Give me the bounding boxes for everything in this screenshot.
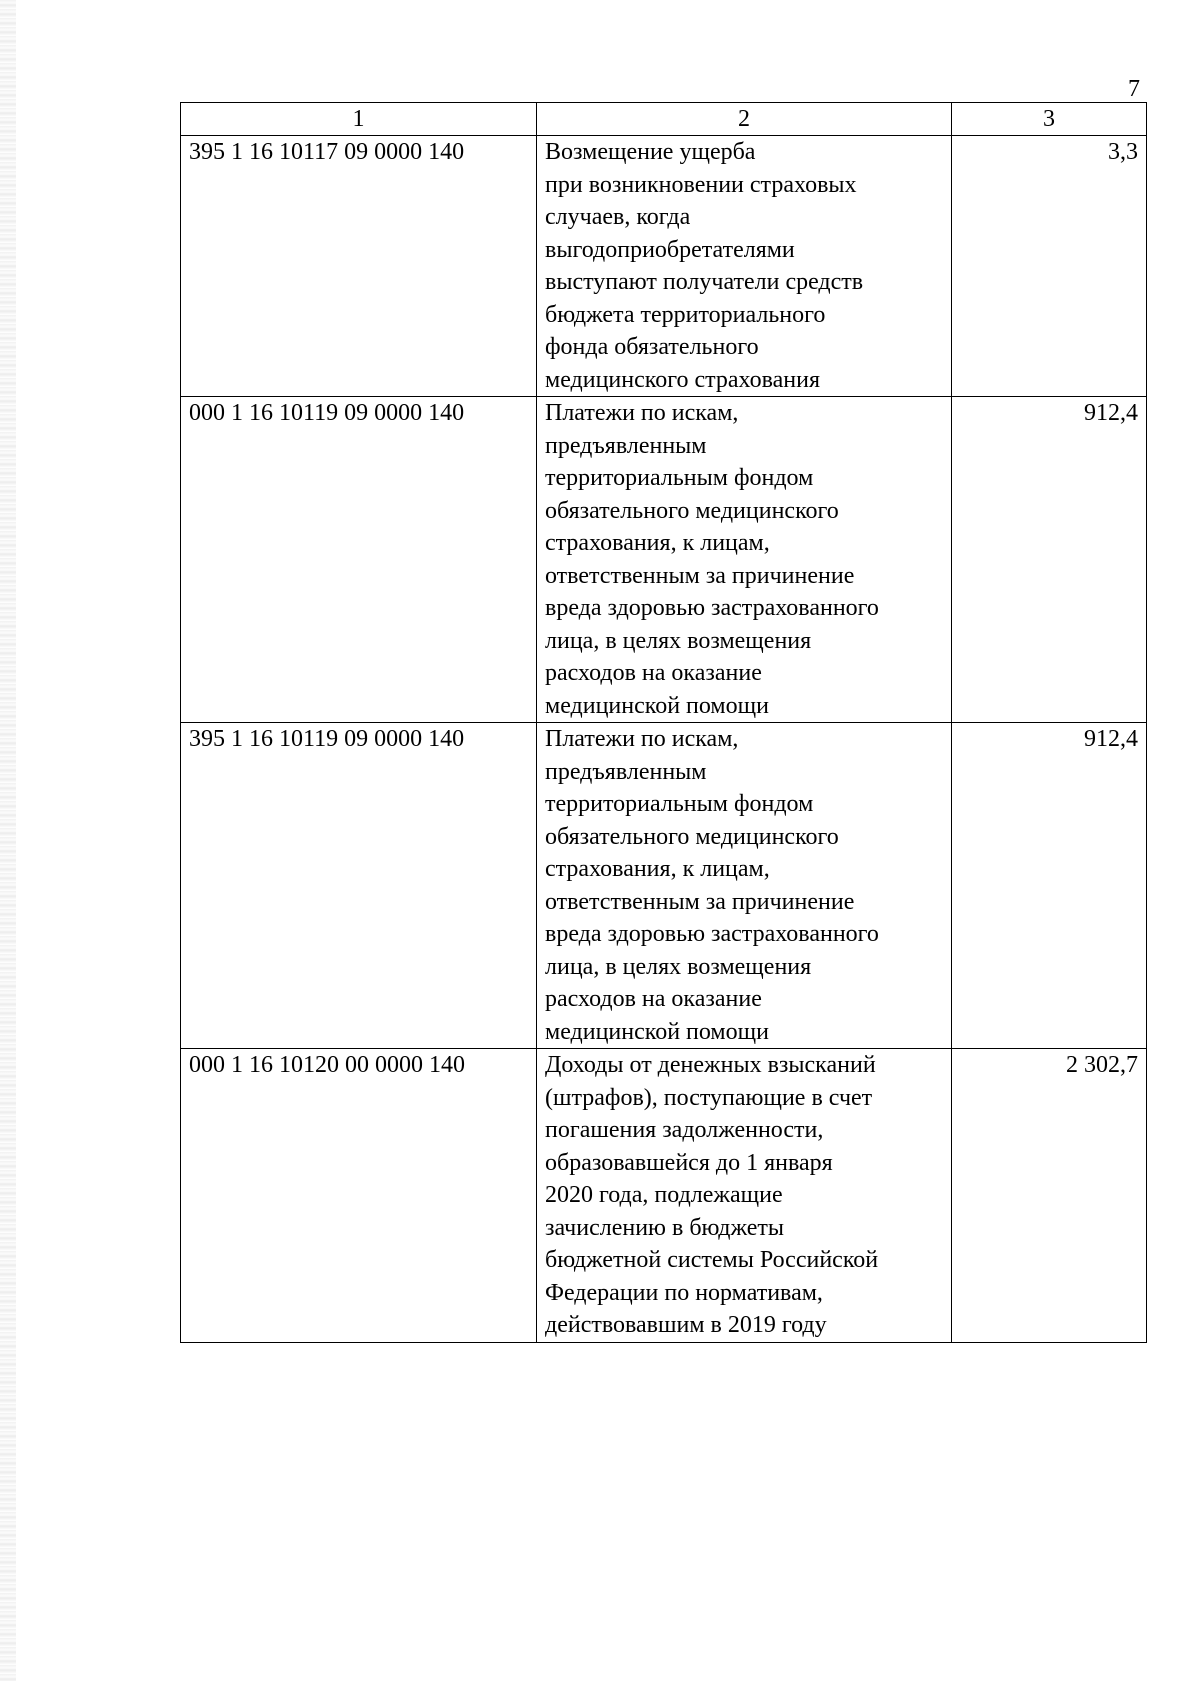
table-row (181, 136, 1147, 397)
revenue-name-line: ответственным за причинение (545, 562, 855, 589)
revenue-name-line: расходов на оказание (545, 986, 762, 1012)
amount-cell: 912,4 (952, 397, 1147, 723)
revenue-name-line: Доходы от денежных взысканий (545, 1052, 876, 1078)
amount-cell: 912,4 (952, 723, 1147, 1049)
revenue-code-cell: 395 1 16 10119 09 0000 140 (181, 723, 537, 1049)
revenue-name-line: территориальным фондом (545, 791, 814, 817)
revenue-name-line: случаев, когда (545, 204, 691, 230)
column-header-name: 2 (537, 103, 952, 136)
revenue-name-line: образовавшейся до 1 января (545, 1149, 833, 1176)
revenue-name-line: вреда здоровью застрахованного (545, 595, 879, 621)
revenue-name-line: медицинской помощи (545, 692, 769, 719)
revenue-name-line: бюджетной системы Российской (545, 1247, 879, 1273)
revenue-name-line: страхования, к лицам, (545, 856, 770, 882)
table-body (181, 136, 1147, 1343)
revenue-name-line: зачислению в бюджеты (545, 1214, 784, 1241)
revenue-name-line: погашения задолженности, (545, 1117, 824, 1143)
scan-edge-artifact (0, 0, 16, 1681)
table-row (181, 723, 1147, 1049)
budget-table (180, 102, 1147, 1343)
amount-cell: 3,3 (952, 136, 1147, 397)
revenue-name-cell (537, 136, 952, 397)
column-header-amount: 3 (952, 103, 1147, 136)
revenue-name-line: обязательного медицинского (545, 823, 839, 850)
revenue-code-cell: 000 1 16 10120 00 0000 140 (181, 1049, 537, 1343)
revenue-name-line: ответственным за причинение (545, 888, 855, 915)
revenue-name-line: территориальным фондом (545, 465, 814, 491)
revenue-name-line: предъявленным (545, 758, 707, 785)
column-header-code: 1 (181, 103, 537, 136)
table-row (181, 397, 1147, 723)
revenue-name-line: выгодоприобретателями (545, 236, 795, 263)
revenue-name-line: выступают получатели средств (545, 269, 864, 295)
revenue-name-line: лица, в целях возмещения (545, 953, 812, 980)
revenue-name-line: действовавшим в 2019 году (545, 1312, 827, 1338)
revenue-name-cell (537, 397, 952, 723)
revenue-name-line: Платежи по искам, (545, 726, 739, 752)
revenue-name-line: медицинской помощи (545, 1018, 769, 1045)
revenue-code-cell: 395 1 16 10117 09 0000 140 (181, 136, 537, 397)
revenue-name-line: вреда здоровью застрахованного (545, 921, 879, 947)
revenue-name-line: бюджета территориального (545, 301, 826, 328)
revenue-name-line: страхования, к лицам, (545, 530, 770, 556)
table-header-row (181, 103, 1147, 136)
revenue-name-line: обязательного медицинского (545, 497, 839, 524)
table-row (181, 1049, 1147, 1343)
revenue-name-line: расходов на оказание (545, 660, 762, 686)
revenue-name-line: 2020 года, подлежащие (545, 1182, 783, 1208)
revenue-name-line: лица, в целях возмещения (545, 627, 812, 654)
revenue-name-cell (537, 1049, 952, 1343)
revenue-name-line: Возмещение ущерба (545, 139, 756, 165)
revenue-name-cell (537, 723, 952, 1049)
amount-cell: 2 302,7 (952, 1049, 1147, 1343)
revenue-code-cell: 000 1 16 10119 09 0000 140 (181, 397, 537, 723)
revenue-name-line: при возникновении страховых (545, 171, 857, 198)
revenue-name-line: Платежи по искам, (545, 400, 739, 426)
revenue-name-line: фонда обязательного (545, 334, 759, 360)
page-number: 7 (1128, 76, 1140, 102)
revenue-name-line: Федерации по нормативам, (545, 1279, 823, 1306)
revenue-name-line: предъявленным (545, 432, 707, 459)
revenue-name-line: медицинского страхования (545, 366, 821, 393)
revenue-name-line: (штрафов), поступающие в счет (545, 1084, 873, 1111)
